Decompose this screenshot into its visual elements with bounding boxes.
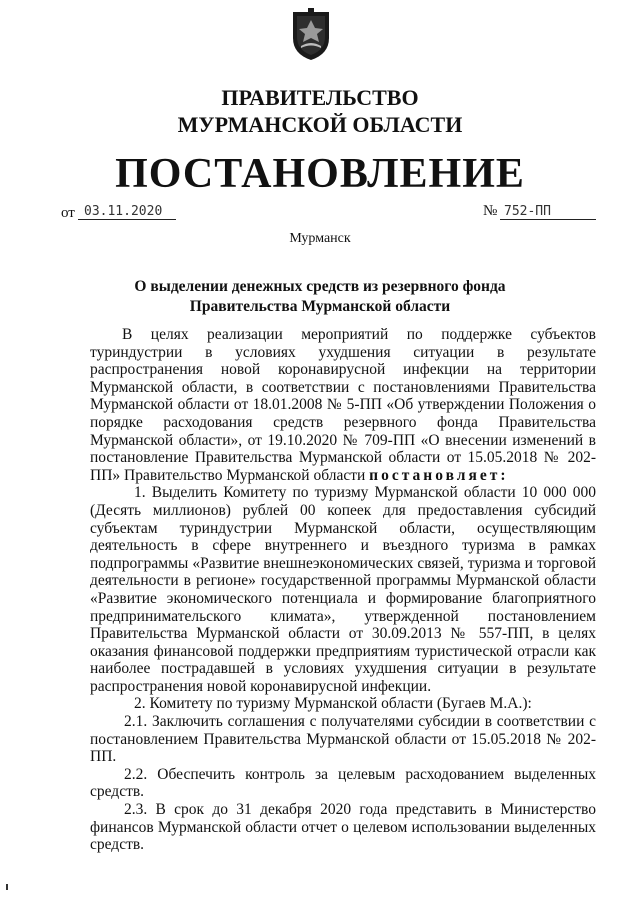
- item-2: 2. Комитету по туризму Мурманской области (Бугаев М.А.):: [134, 695, 532, 713]
- document-type-title: ПОСТАНОВЛЕНИЕ: [115, 151, 525, 197]
- city-name: Мурманск: [289, 231, 351, 246]
- number-value: 752-ПП: [504, 204, 551, 219]
- date-field: [78, 202, 176, 220]
- item-2-1: 2.1. Заключить соглашения с получателями субсидии в соответствии с постановлением Правительства Мурманской области от 15.05.2018 № 202-ПП.: [90, 713, 596, 766]
- item-1: 1. Выделить Комитету по туризму Мурманской области 10 000 000 (Десять миллионов) рублей 00 копеек для предоставления субсидий субъектам туриндустрии Мурманской области, осуществляющим деятельность в сфере внутреннего и въездного туризма в рамках подпрограммы «Развитие внешнеэкономических связей, туризма и торговой деятельности в регионе» государственной программы Мурманской области «Развитие экономического потенциала и формирование благоприятного предпринимательского климата», утвержденной постановлением Правительства Мурманской области от 30.09.2013 № 557-ПП, в целях оказания финансовой поддержки предприятиям туристической отрасли как наиболее пострадавшей в условиях ухудшения ситуации в результате распространения новой коронавирусной инфекции.: [90, 484, 596, 695]
- government-name-line1: ПРАВИТЕЛЬСТВО: [221, 85, 419, 110]
- government-name-line2: МУРМАНСКОЙ ОБЛАСТИ: [177, 112, 463, 137]
- subject-line2: Правительства Мурманской области: [189, 298, 451, 315]
- date-label: от: [61, 205, 75, 221]
- date-value: 03.11.2020: [84, 204, 163, 219]
- scan-edge-mark: [6, 884, 8, 890]
- document-body: [90, 326, 596, 854]
- subject-line1: О выделении денежных средств из резервного фонда: [134, 278, 506, 295]
- number-field: [500, 202, 596, 220]
- decree-word: постановляет:: [369, 466, 509, 484]
- intro-text: В целях реализации мероприятий по поддержке субъектов туриндустрии в условиях ухудшения ситуации в результате распространения новой коронавирусной инфекции на территории Мурманской области, в соответствии с постановлениями Правительства Мурманской области от 18.01.2008 № 5-ПП «Об утверждении Положения о порядке расходования средств резервного фонда Правительства Мурманской области», от 19.10.2020 № 709-ПП «О внесении изменений в постановление Правительства Мурманской области от 15.05.2018 № 202-ПП» Правительство Мурманской области: [90, 326, 596, 484]
- intro-paragraph: [90, 326, 596, 484]
- number-label: №: [483, 203, 498, 219]
- document-subject: [0, 277, 640, 317]
- item-2-2: 2.2. Обеспечить контроль за целевым расходованием выделенных средств.: [90, 765, 596, 801]
- government-name: [0, 84, 640, 138]
- coat-of-arms-emblem: [288, 6, 334, 62]
- item-2-3: 2.3. В срок до 31 декабря 2020 года представить в Министерство финансов Мурманской области отчет о целевом использовании выделенных средств.: [90, 801, 596, 854]
